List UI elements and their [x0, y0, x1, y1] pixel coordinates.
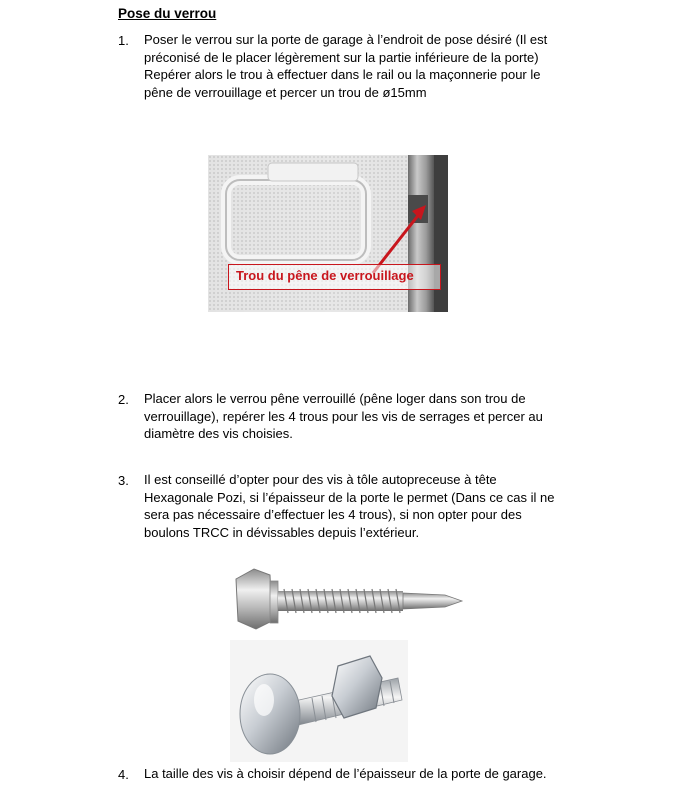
item-4-number: 4.: [118, 767, 129, 782]
self-drilling-screw-photo: [230, 563, 475, 638]
item-1-line: préconisé de le placer légèrement sur la partie inférieure de la porte): [144, 49, 539, 65]
item-4-text: [144, 765, 594, 783]
item-1-line: Repérer alors le trou à effectuer dans le rail ou la maçonnerie pour le: [144, 67, 541, 82]
item-1-line: Poser le verrou sur la porte de garage à l’endroit de pose désiré (Il est: [144, 32, 548, 47]
item-3-line: Hexagonale Pozi, si l’épaisseur de la porte le permet (Dans ce cas il ne: [144, 489, 555, 505]
section-heading: Pose du verrou: [118, 6, 217, 21]
item-2-line: verrouillage), repérer les 4 trous pour les vis de serrages et percer au: [144, 408, 543, 424]
item-2-number: 2.: [118, 392, 129, 407]
item-3-text: [144, 471, 594, 541]
item-3-line: boulons TRCC in dévissables depuis l’extérieur.: [144, 524, 420, 540]
item-1-text: [144, 31, 594, 101]
item-2-text: [144, 390, 594, 443]
item-3-number: 3.: [118, 473, 129, 488]
carriage-bolt-photo: [230, 640, 408, 762]
item-4-line: La taille des vis à choisir dépend de l’épaisseur de la porte de garage.: [144, 766, 547, 781]
item-2-line: Placer alors le verrou pêne verrouillé (pêne loger dans son trou de: [144, 391, 526, 406]
item-1-line: pêne de verrouillage et percer un trou de ø15mm: [144, 84, 427, 100]
item-1-number: 1.: [118, 33, 129, 48]
item-3-line: Il est conseillé d’opter pour des vis à tôle autopreceuse à tête: [144, 472, 497, 487]
item-3-line: sera pas nécessaire d’effectuer les 4 trous), si non opter pour des: [144, 507, 522, 522]
annotation-label: Trou du pêne de verrouillage: [236, 268, 414, 283]
item-2-line: diamètre des vis choisies.: [144, 426, 293, 441]
